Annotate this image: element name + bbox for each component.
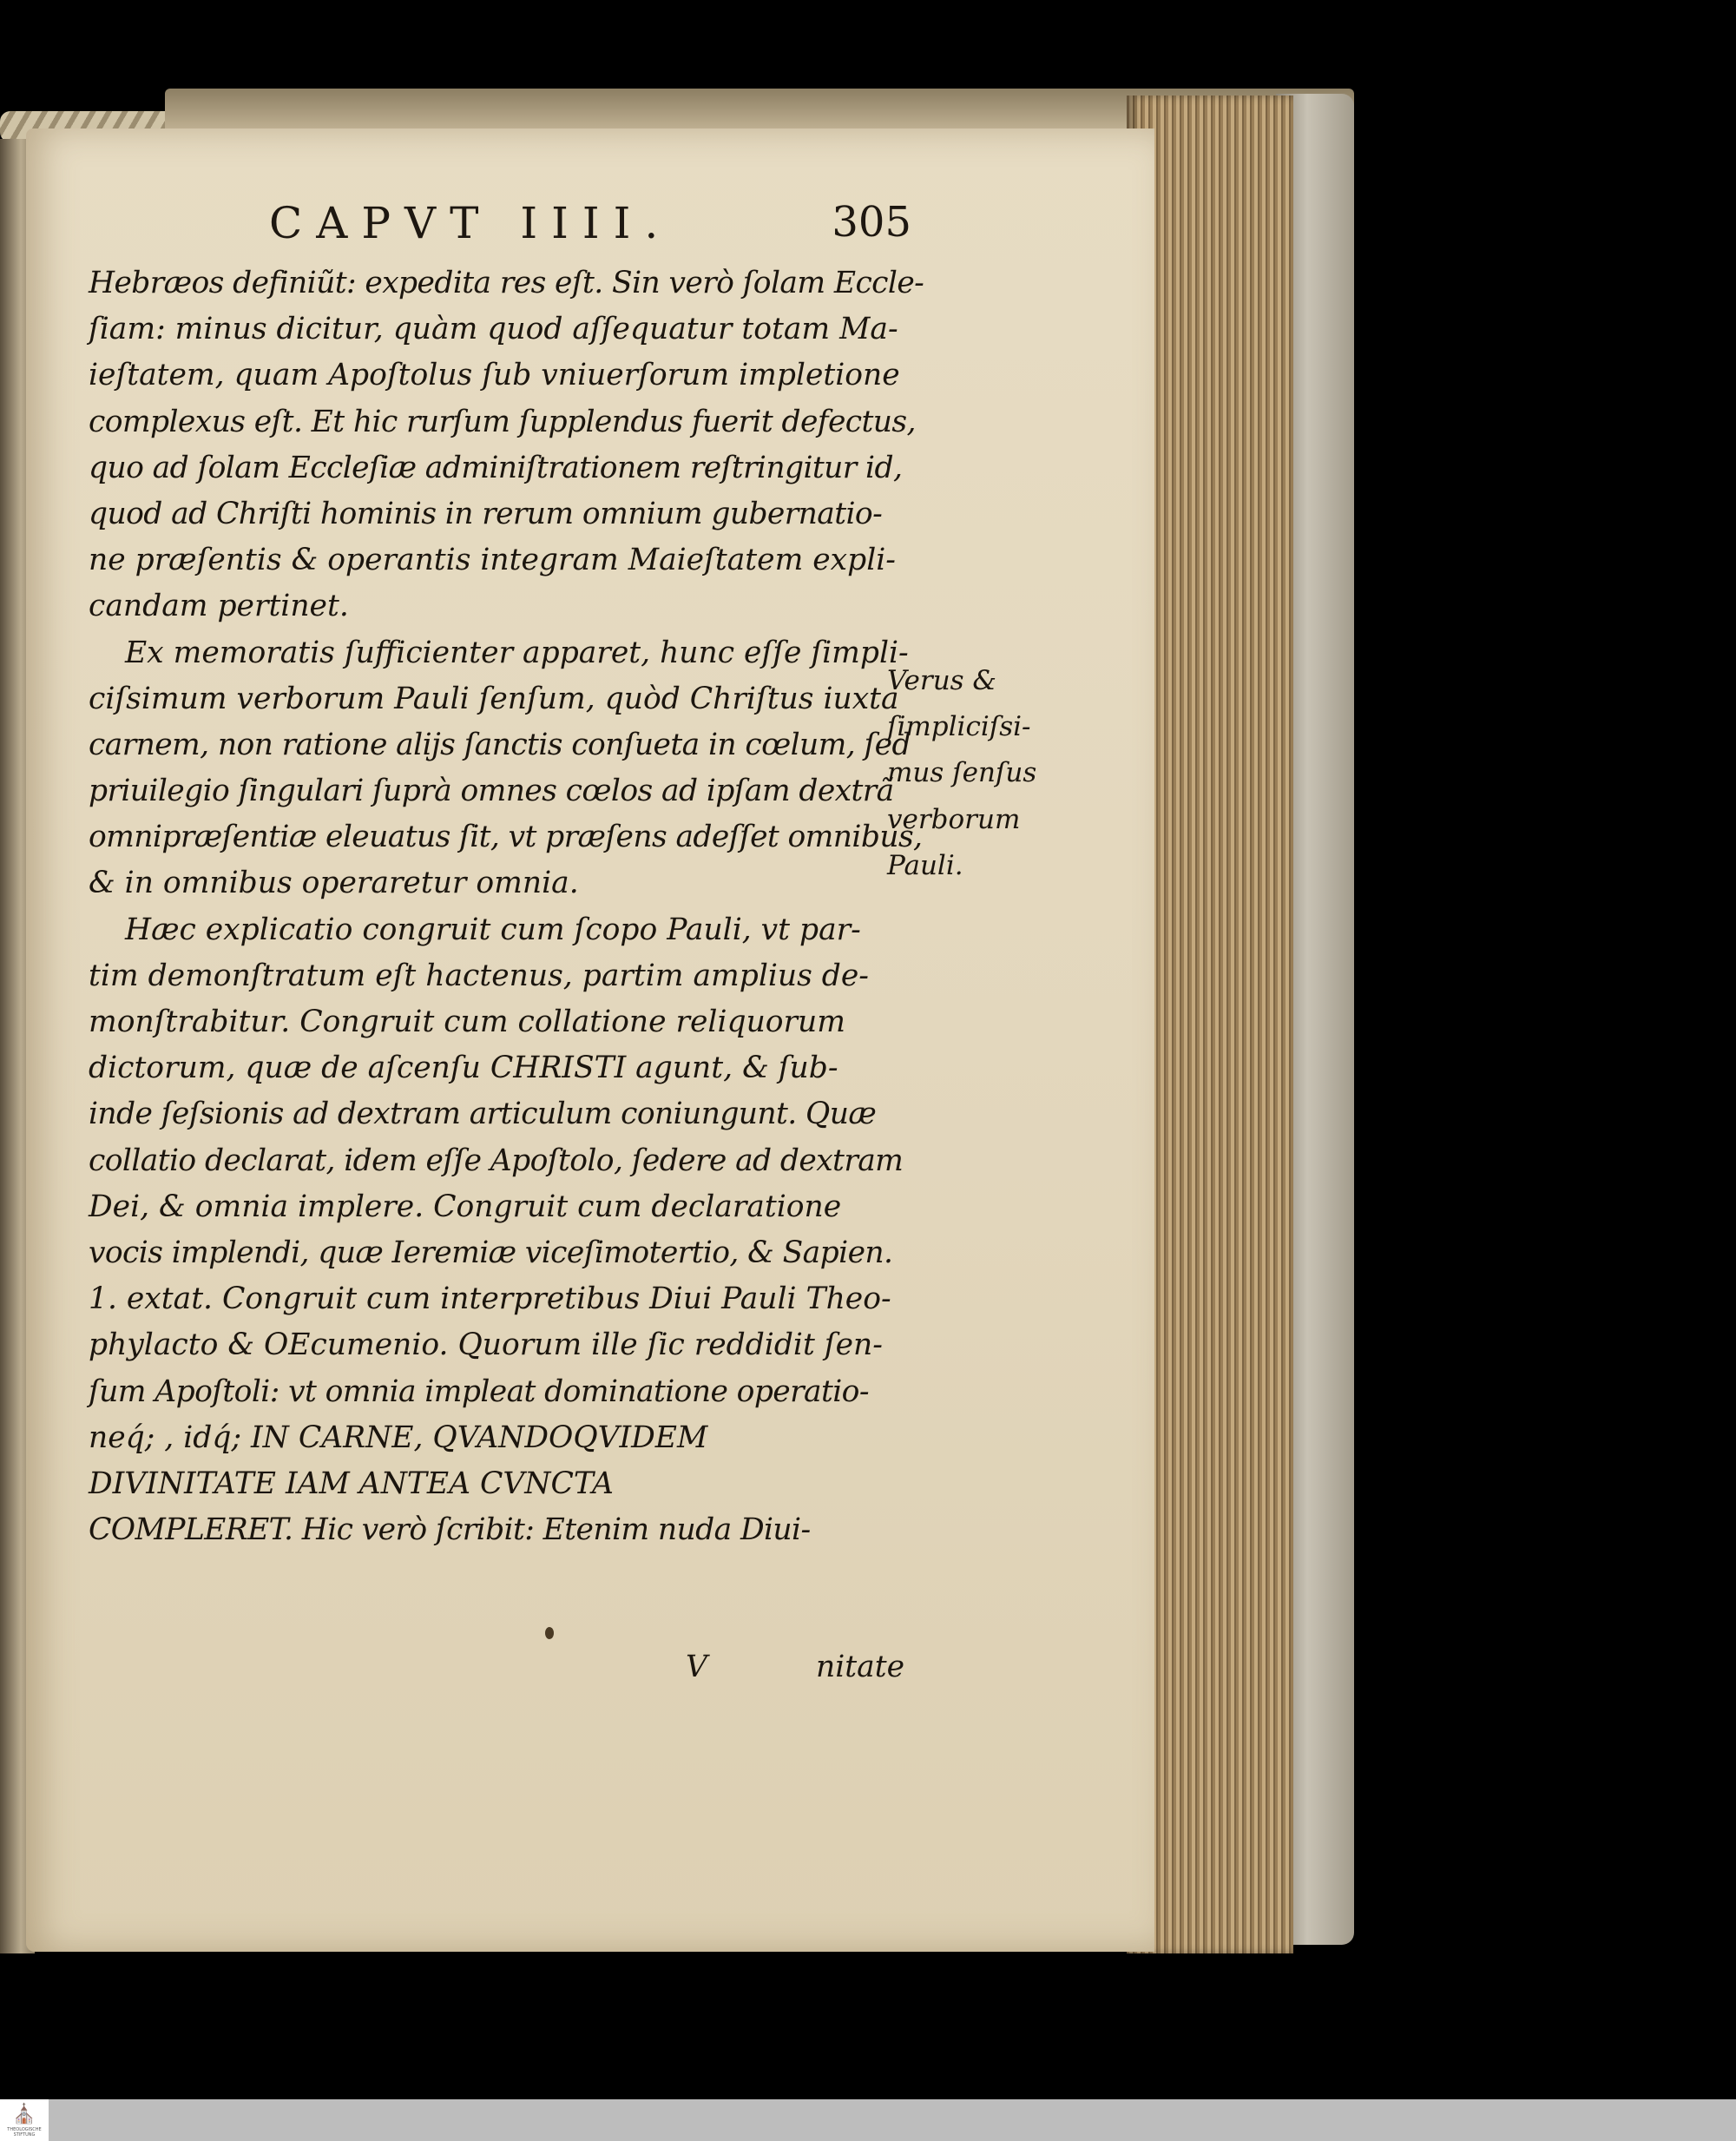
text-line: ciſsimum verborum Pauli ſenſum, quòd Chriſtus iuxta <box>89 681 899 716</box>
text-line: quod ad Chriſti hominis in rerum omnium gubernatio- <box>89 496 883 531</box>
body-text <box>89 260 924 1553</box>
library-logo-icon: ⛪ <box>12 2104 36 2125</box>
ink-stain <box>545 1627 554 1639</box>
text-line: Dei, & omnia implere. Congruit cum declaratione <box>89 1189 842 1224</box>
text-line: & in omnibus operaretur omnia. <box>89 866 579 901</box>
text-line: omnipræſentiæ eleuatus ſit, vt præſens adeſſet omnibus, <box>89 820 923 855</box>
text-line: priuilegio ſingulari ſuprà omnes cœlos ad ipſam dextrã <box>89 774 894 809</box>
text-line: phylacto & OEcumenio. Quorum ille ſic reddidit ſen- <box>89 1327 883 1363</box>
margin-note-line: Verus & <box>887 665 997 696</box>
library-logo-text: THEOLOGISCHE STIFTUNG <box>7 2127 42 2138</box>
catchword: nitate <box>816 1650 904 1684</box>
page-footer-catchwords <box>89 1650 904 1696</box>
text-line: complexus eſt. Et hic rurſum ſupplendus fuerit defectus, <box>89 404 916 439</box>
text-line: quo ad ſolam Eccleſiæ adminiſtrationem reſtringitur id, <box>89 450 903 485</box>
margin-note-line: Pauli. <box>887 849 963 881</box>
text-line: candam pertinet. <box>89 589 349 624</box>
text-line: monſtrabitur. Congruit cum collatione reliquorum <box>89 1005 845 1039</box>
text-line: tim demonſtratum eſt hactenus, partim amplius de- <box>89 958 869 993</box>
margin-note-line: verborum <box>887 803 1021 835</box>
text-line: 1. extat. Congruit cum interpretibus Diui Pauli Theo- <box>89 1281 891 1317</box>
text-line: Hæc explicatio congruit cum ſcopo Pauli, vt par- <box>125 912 861 947</box>
library-logo <box>0 2099 49 2141</box>
text-line: DIVINITATE IAM ANTEA CVNCTA <box>89 1466 614 1501</box>
text-line: Ex memoratis ſufficienter apparet, hunc eſſe ſimpli- <box>125 635 909 670</box>
viewer-footer-bar <box>0 2099 1736 2141</box>
page-number: 305 <box>832 198 911 247</box>
text-line: COMPLERET. Hic verò ſcribit: Etenim nuda Diui- <box>89 1512 811 1548</box>
signature-mark: V <box>686 1650 707 1684</box>
text-line: ne præſentis & operantis integram Maieſtatem expli- <box>89 543 896 578</box>
text-line: carnem, non ratione alijs ſanctis conſueta in cœlum, ſed <box>89 727 911 762</box>
text-line: ſum Apoſtoli: vt omnia impleat dominatione operatio- <box>89 1374 869 1409</box>
page-header <box>269 198 911 259</box>
text-line: neq́; , idq́; IN CARNE, QVANDOQVIDEM <box>89 1420 708 1455</box>
text-line: inde ſeſsionis ad dextram articulum coniungunt. Quæ <box>89 1097 877 1132</box>
text-line: vocis implendi, quæ Ieremiæ viceſimotertio, & Sapien. <box>89 1235 893 1270</box>
text-line: dictorum, quæ de aſcenſu CHRISTI agunt, & ſub- <box>89 1051 838 1086</box>
running-head: CAPVT IIII. <box>269 198 673 248</box>
text-line: ſiam: minus dicitur, quàm quod aſſequatur totam Ma- <box>89 312 898 347</box>
margin-note <box>887 658 1061 889</box>
text-line: collatio declarat, idem eſſe Apoſtolo, ſedere ad dextram <box>89 1143 904 1178</box>
text-line: ieſtatem, quam Apoſtolus ſub vniuerſorum impletione <box>89 358 900 393</box>
margin-note-line: ſimpliciſsi- <box>887 711 1031 743</box>
margin-note-line: mus ſenſus <box>887 757 1037 789</box>
text-line: Hebræos definiũt: expedita res eſt. Sin verò ſolam Eccle- <box>89 266 924 300</box>
